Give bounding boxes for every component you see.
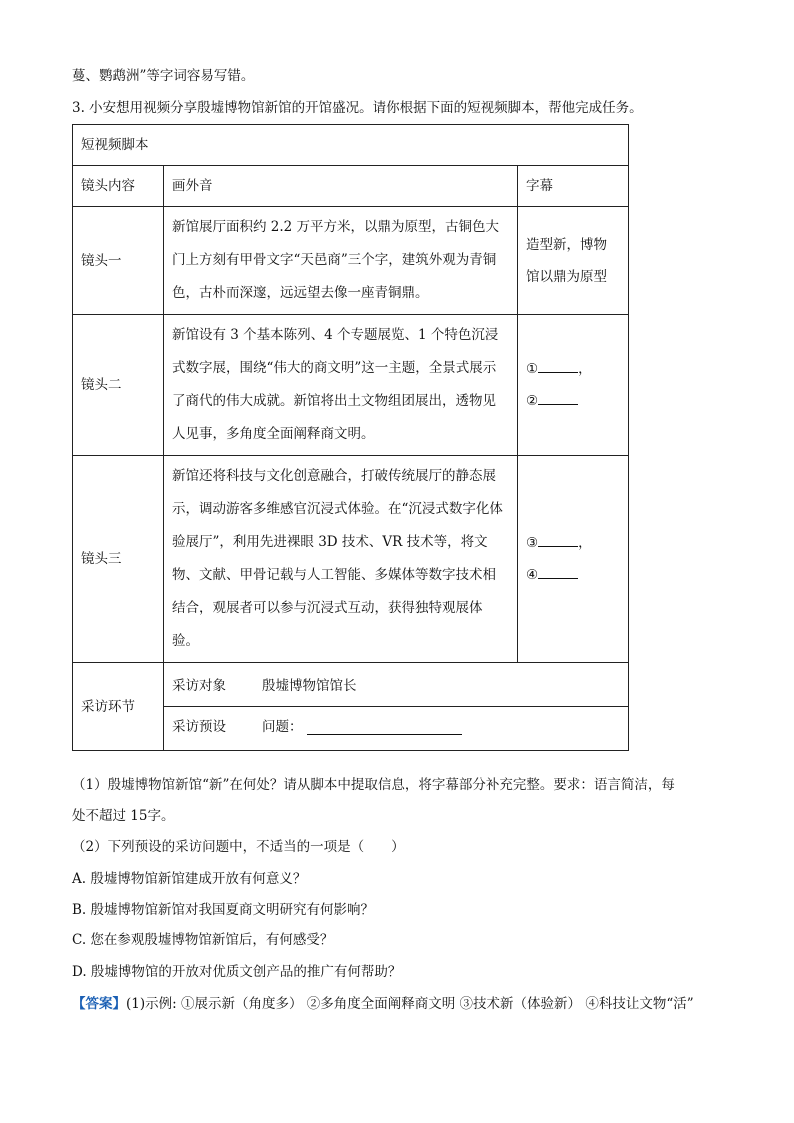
blank-line: [538, 358, 578, 373]
voiceover-text: 新馆还将科技与文化创意融合，打破传统展厅的静态展示，调动游客多维感官沉浸式体验。在“沉浸式数字化体验展厅”，利用先进裸眼 3D 技术、VR 技术等，将文物、文献、甲骨记载与人工智能、多媒体等数字技术相结合，观展者可以参与沉浸式互动，获得独特观展体验。: [164, 456, 518, 663]
blank-marker: ③: [526, 535, 539, 551]
answer-line: [72, 994, 694, 1014]
interview-preset-row: [164, 707, 628, 747]
target-label: 采访对象: [172, 678, 226, 694]
answer-text: (1)示例: ①展示新（角度多） ②多角度全面阐释商文明 ③技术新（体验新） ④科技让文物“活”: [126, 996, 694, 1012]
shot-label: 镜头一: [73, 207, 164, 315]
sub-question-2: （2）下列预设的采访问题中，不适当的一项是（ ）: [72, 839, 405, 855]
interview-row: [73, 663, 629, 751]
intro-tail-text: 蔓、鹦鹉洲”等字词容易写错。: [72, 68, 255, 84]
option-d: D. 殷墟博物馆的开放对优质文创产品的推广有何帮助？: [72, 964, 402, 980]
subtitle-blanks: ① ， ②: [518, 315, 629, 456]
voiceover-text: 新馆设有 3 个基本陈列、4 个专题展览、1 个特色沉浸式数字展，围绕“伟大的商文明”这一主题，全景式展示了商代的伟大成就。新馆将出土文物组团展出，透物见人见事，多角度全面阐释商文明。: [164, 315, 518, 456]
answer-tag: 【答案】: [72, 996, 126, 1012]
option-a: A. 殷墟博物馆新馆建成开放有何意义？: [72, 871, 307, 887]
subtitle-text: 造型新，博物馆以鼎为原型: [518, 207, 629, 315]
question-label: 问题：: [262, 719, 303, 735]
blank-line: [538, 532, 578, 547]
target-value: 殷墟博物馆馆长: [262, 678, 357, 694]
header-voiceover: 画外音: [164, 166, 518, 207]
shot-label: 镜头三: [73, 456, 164, 663]
video-script-table: [72, 124, 629, 751]
blank-line: [538, 390, 578, 405]
sub-question-1-line1: （1）殷墟博物馆新馆“新”在何处？请从脚本中提取信息，将字幕部分补充完整。要求：语言简洁，每: [72, 777, 675, 793]
table-row: [73, 207, 629, 315]
header-subtitle: 字幕: [518, 166, 629, 207]
voiceover-text: 新馆展厅面积约 2.2 万平方米，以鼎为原型，古铜色大门上方刻有甲骨文字“天邑商”三个字，建筑外观为青铜色，古朴而深邃，远远望去像一座青铜鼎。: [164, 207, 518, 315]
table-row: [73, 456, 629, 663]
table-row: [73, 315, 629, 456]
table-caption: 短视频脚本: [73, 125, 629, 166]
shot-label: 镜头二: [73, 315, 164, 456]
blank-marker: ②: [526, 393, 539, 409]
interview-label: 采访环节: [73, 663, 164, 751]
header-shot: 镜头内容: [73, 166, 164, 207]
preset-label: 采访预设: [172, 719, 226, 735]
blank-marker: ④: [526, 567, 539, 583]
interview-target-row: [164, 666, 628, 707]
blank-line: [538, 564, 578, 579]
sub-question-1-line2: 处不超过 15字。: [72, 808, 175, 824]
subtitle-blanks: ③ ， ④: [518, 456, 629, 663]
option-c: C. 您在参观殷墟博物馆新馆后，有何感受？: [72, 932, 334, 948]
blank-marker: ①: [526, 361, 539, 377]
option-b: B. 殷墟博物馆新馆对我国夏商文明研究有何影响？: [72, 902, 375, 918]
question-blank-line: [307, 720, 462, 735]
question-3-text: 3. 小安想用视频分享殷墟博物馆新馆的开馆盛况。请你根据下面的短视频脚本，帮他完成任务。: [72, 100, 643, 116]
